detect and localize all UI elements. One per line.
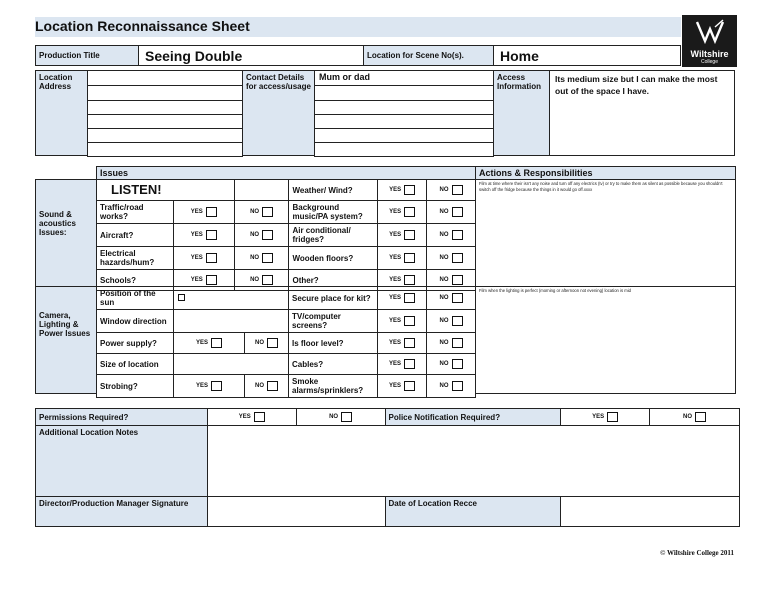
logo-sub: College	[701, 59, 718, 65]
no-checkbox[interactable]: NO	[427, 381, 475, 391]
yes-checkbox[interactable]: YES	[174, 207, 234, 217]
camera-right-3: Cables?	[289, 354, 378, 375]
listen-label: LISTEN!	[111, 182, 162, 197]
checkbox-icon	[404, 275, 415, 285]
access-value[interactable]: Its medium size but I can make the most out of the space I have.	[549, 70, 735, 156]
checkbox-icon	[695, 412, 706, 422]
yes-checkbox[interactable]: YES	[174, 275, 234, 285]
no-checkbox[interactable]: NO	[427, 338, 475, 348]
sound-right-2: Air conditional/ fridges?	[289, 224, 378, 247]
camera-right-4: Smoke alarms/sprinklers?	[289, 375, 378, 398]
checkbox-icon	[404, 338, 415, 348]
checkbox-icon	[404, 253, 415, 263]
no-checkbox[interactable]: NO	[235, 253, 289, 263]
camera-actions-note[interactable]: Film when the lighting is perfect (morning or afternoon not evening) location is mid	[475, 286, 736, 394]
sound-actions-note[interactable]: Film at time where their isn't any noise and turn off any electrics (tv) or try to make them as silent as possible because you shouldn't switch off the fridge because the things in it would go off.xxxx	[475, 179, 736, 287]
yes-checkbox[interactable]: YES	[174, 338, 244, 348]
yes-checkbox[interactable]: YES	[378, 316, 426, 326]
checkbox-icon	[452, 253, 463, 263]
camera-issues-label: Camera, Lighting & Power Issues	[35, 286, 97, 394]
police-label: Police Notification Required?	[385, 409, 561, 426]
checkbox-icon	[404, 381, 415, 391]
checkbox-icon	[404, 293, 415, 303]
date-label: Date of Location Recce	[385, 497, 561, 527]
contact-label: Contact Details for access/usage	[242, 70, 315, 156]
location-address-label: Location Address	[35, 70, 88, 156]
permissions-yes-checkbox[interactable]: YES	[208, 412, 296, 422]
checkbox-icon	[404, 230, 415, 240]
yes-checkbox[interactable]: YES	[378, 275, 426, 285]
location-scene-label: Location for Scene No(s).	[363, 45, 494, 66]
production-title-label: Production Title	[35, 45, 139, 66]
no-checkbox[interactable]: NO	[427, 359, 475, 369]
yes-checkbox[interactable]: YES	[378, 293, 426, 303]
address-lines[interactable]	[87, 70, 243, 156]
no-checkbox[interactable]: NO	[427, 253, 475, 263]
checkbox-icon	[404, 185, 415, 195]
no-checkbox[interactable]: NO	[427, 275, 475, 285]
checkbox-icon	[262, 207, 273, 217]
checkbox-icon	[452, 275, 463, 285]
checkbox-icon	[452, 293, 463, 303]
wiltshire-logo	[682, 15, 737, 67]
actions-header: Actions & Responsibilities	[475, 166, 736, 180]
yes-checkbox[interactable]: YES	[378, 230, 426, 240]
checkbox-icon	[262, 253, 273, 263]
camera-right-2: Is floor level?	[289, 333, 378, 354]
no-checkbox[interactable]: NO	[235, 230, 289, 240]
camera-right-0: Secure place for kit?	[289, 287, 378, 310]
checkbox-icon	[206, 207, 217, 217]
checkbox-icon	[452, 185, 463, 195]
checkbox-icon	[341, 412, 352, 422]
checkbox-icon	[254, 412, 265, 422]
checkbox-icon	[452, 230, 463, 240]
checkbox-icon	[206, 275, 217, 285]
permissions-label: Permissions Required?	[36, 409, 208, 426]
date-field[interactable]	[561, 497, 740, 527]
sound-left-3: Schools?	[97, 270, 174, 291]
yes-checkbox[interactable]: YES	[378, 207, 426, 217]
checkbox-icon	[452, 316, 463, 326]
camera-left-2: Power supply?	[97, 333, 174, 354]
yes-checkbox[interactable]: YES	[378, 185, 426, 195]
checkbox-icon	[452, 381, 463, 391]
checkbox-icon	[267, 381, 278, 391]
checkbox-icon	[206, 253, 217, 263]
checkbox-icon	[262, 230, 273, 240]
production-title-value[interactable]: Seeing Double	[138, 45, 364, 66]
notes-field[interactable]	[207, 426, 739, 497]
yes-checkbox[interactable]: YES	[174, 230, 234, 240]
yes-checkbox[interactable]: YES	[378, 338, 426, 348]
bottom-grid	[35, 408, 740, 527]
no-checkbox[interactable]: NO	[427, 293, 475, 303]
checkbox-icon	[452, 207, 463, 217]
checkbox-icon	[607, 412, 618, 422]
camera-left-0: Position of the sun	[97, 287, 174, 310]
no-checkbox[interactable]: NO	[245, 381, 288, 391]
signature-field[interactable]	[207, 497, 385, 527]
page-title: Location Reconnaissance Sheet	[35, 18, 250, 34]
yes-checkbox[interactable]: YES	[174, 381, 244, 391]
no-checkbox[interactable]: NO	[235, 275, 289, 285]
checkbox-icon	[404, 359, 415, 369]
checkbox-icon	[404, 316, 415, 326]
police-no-checkbox[interactable]: NO	[650, 412, 739, 422]
sound-issues-label: Sound & acoustics Issues:	[35, 179, 97, 287]
no-checkbox[interactable]: NO	[427, 207, 475, 217]
permissions-no-checkbox[interactable]: NO	[297, 412, 385, 422]
yes-checkbox[interactable]: YES	[378, 359, 426, 369]
camera-left-1: Window direction	[97, 310, 174, 333]
checkbox-icon	[206, 230, 217, 240]
checkbox-icon	[452, 338, 463, 348]
signature-label: Director/Production Manager Signature	[36, 497, 208, 527]
checkbox-icon[interactable]	[178, 294, 185, 301]
checkbox-icon	[262, 275, 273, 285]
police-yes-checkbox[interactable]: YES	[561, 412, 649, 422]
wiltshire-logo-icon	[693, 19, 727, 45]
logo-name: Wiltshire	[690, 49, 729, 59]
sound-left-0: Traffic/road works?	[97, 201, 174, 224]
checkbox-icon	[404, 207, 415, 217]
checkbox-icon	[211, 381, 222, 391]
sound-left-1: Aircraft?	[97, 224, 174, 247]
sound-right-3: Wooden floors?	[289, 247, 378, 270]
no-checkbox[interactable]: NO	[235, 207, 289, 217]
camera-grid	[96, 286, 476, 398]
footer-copyright: © Wiltshire College 2011	[660, 549, 734, 557]
camera-right-1: TV/computer screens?	[289, 310, 378, 333]
contact-value: Mum or dad	[319, 72, 370, 82]
yes-checkbox[interactable]: YES	[378, 381, 426, 391]
no-checkbox[interactable]: NO	[427, 230, 475, 240]
sound-right-1: Background music/PA system?	[289, 201, 378, 224]
sound-grid	[96, 179, 476, 291]
contact-lines[interactable]	[314, 70, 494, 156]
no-checkbox[interactable]: NO	[427, 185, 475, 195]
sound-right-4: Other?	[289, 270, 378, 291]
no-checkbox[interactable]: NO	[427, 316, 475, 326]
camera-left-4: Strobing?	[97, 375, 174, 398]
yes-checkbox[interactable]: YES	[378, 253, 426, 263]
access-label: Access Information	[493, 70, 550, 156]
checkbox-icon	[211, 338, 222, 348]
location-scene-value[interactable]: Home	[493, 45, 681, 66]
camera-left-3: Size of location	[97, 354, 174, 375]
issues-header: Issues	[96, 166, 476, 180]
checkbox-icon	[267, 338, 278, 348]
sound-left-2: Electrical hazards/hum?	[97, 247, 174, 270]
sound-right-0: Weather/ Wind?	[289, 180, 378, 201]
no-checkbox[interactable]: NO	[245, 338, 288, 348]
notes-label: Additional Location Notes	[36, 426, 208, 497]
yes-checkbox[interactable]: YES	[174, 253, 234, 263]
checkbox-icon	[452, 359, 463, 369]
